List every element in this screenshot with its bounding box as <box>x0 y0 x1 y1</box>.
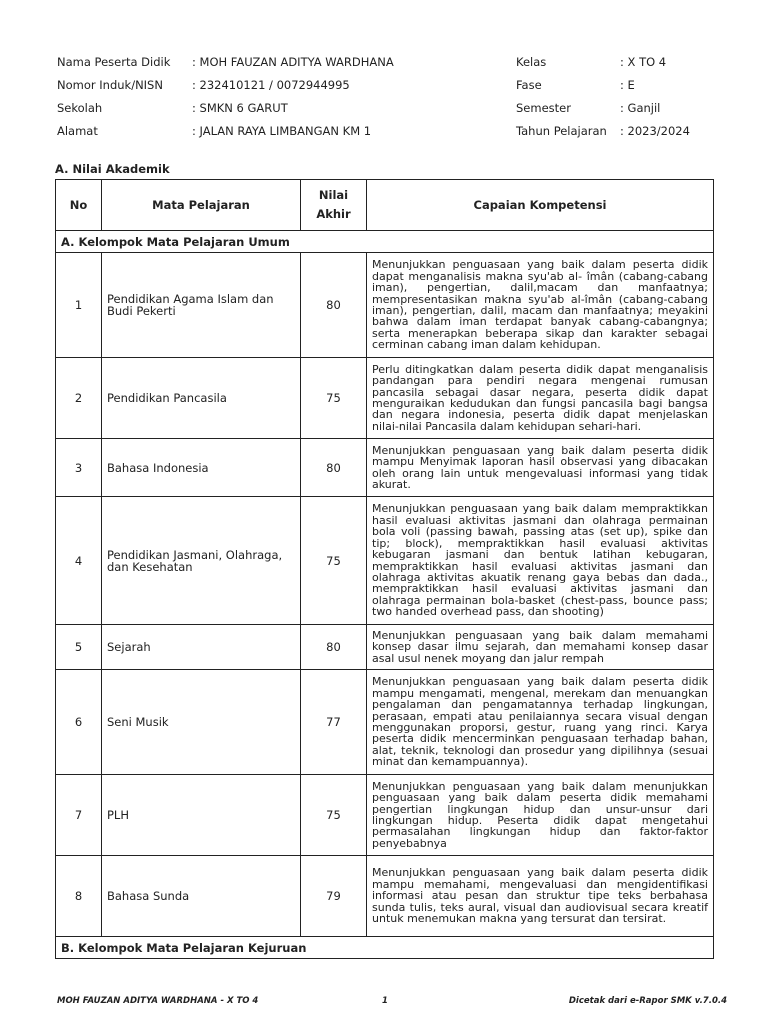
table-row <box>56 497 714 625</box>
value-phase: : E <box>620 78 635 92</box>
group-header-row <box>56 937 714 959</box>
group-b-label: B. Kelompok Mata Pelajaran Kejuruan <box>56 937 714 959</box>
table-row <box>56 775 714 856</box>
row-subject: PLH <box>102 775 301 856</box>
table-row <box>56 670 714 775</box>
table-row <box>56 856 714 937</box>
header-competency: Capaian Kompetensi <box>367 180 714 231</box>
value-address: : JALAN RAYA LIMBANGAN KM 1 <box>192 124 372 138</box>
grades-table <box>55 179 714 959</box>
value-student-id: : 232410121 / 0072944995 <box>192 78 350 92</box>
label-student-id: Nomor Induk/NISN <box>57 78 163 92</box>
value-semester: : Ganjil <box>620 101 661 115</box>
footer-page-number: 1 <box>382 996 388 1006</box>
row-score: 75 <box>301 358 367 439</box>
label-academic-year: Tahun Pelajaran <box>516 124 607 138</box>
label-school: Sekolah <box>57 101 103 115</box>
value-school: : SMKN 6 GARUT <box>192 101 288 115</box>
row-no: 7 <box>56 775 102 856</box>
row-subject: Sejarah <box>102 625 301 670</box>
label-class: Kelas <box>516 55 547 69</box>
identity-row <box>57 124 717 147</box>
group-a-label: A. Kelompok Mata Pelajaran Umum <box>56 231 714 253</box>
row-subject: Bahasa Indonesia <box>102 439 301 497</box>
header-score-label: Nilai Akhir <box>316 188 351 221</box>
header-no: No <box>56 180 102 231</box>
page-footer <box>57 996 727 1010</box>
label-phase: Fase <box>516 78 542 92</box>
section-title: A. Nilai Akademik <box>55 162 170 176</box>
label-address: Alamat <box>57 124 98 138</box>
value-academic-year: : 2023/2024 <box>620 124 690 138</box>
value-class: : X TO 4 <box>620 55 667 69</box>
row-subject: Pendidikan Jasmani, Olahraga, dan Kesehatan <box>102 497 301 625</box>
table-row <box>56 439 714 497</box>
header-subject: Mata Pelajaran <box>102 180 301 231</box>
row-competency: Menunjukkan penguasaan yang baik dalam memahami konsep dasar ilmu sejarah, dan memahami konsep dasar asal usul nenek moyang dan jalur rempah <box>367 625 714 670</box>
student-identity <box>57 55 717 147</box>
row-no: 3 <box>56 439 102 497</box>
row-competency: Menunjukkan penguasaan yang baik dalam menunjukkan penguasaan yang baik dalam peserta didik memahami pengertian lingkungan hidup dan unsur-unsur dari lingkungan hidup. Peserta didik dapat mengetahui permasalahan lingkungan hidup dan faktor-faktor penyebabnya <box>367 775 714 856</box>
row-no: 5 <box>56 625 102 670</box>
row-competency: Menunjukkan penguasaan yang baik dalam peserta didik mampu memahami, mengevaluasi dan mengidentifikasi informasi atau pesan dan struktur tipe teks berbahasa sunda tulis, teks aural, visual dan audiovisual secara kreatif untuk menemukan makna yang tersurat dan tersirat. <box>367 856 714 937</box>
row-competency: Menunjukkan penguasaan yang baik dalam mempraktikkan hasil evaluasi aktivitas jasmani dan olahraga permainan bola voli (passing bawah, passing atas (set up), spike dan tip; block), mempraktikkan hasil evaluasi aktivitas kebugaran jasmani dan bentuk latihan kebugaran, mempraktikkan hasil evaluasi aktivitas jasmani dan olahraga aktivitas akuatik renang gaya bebas dan dada., mempraktikkan hasil evaluasi aktivitas jasmani dan olahraga permainan bola-basket (chest-pass, bounce pass; two handed overhead pass, dan shooting) <box>367 497 714 625</box>
table-row <box>56 358 714 439</box>
table-header-row <box>56 180 714 231</box>
row-subject: Seni Musik <box>102 670 301 775</box>
footer-printed-by: Dicetak dari e-Rapor SMK v.7.0.4 <box>568 996 727 1006</box>
identity-row <box>57 101 717 124</box>
identity-row <box>57 55 717 78</box>
row-subject: Pendidikan Agama Islam dan Budi Pekerti <box>102 253 301 358</box>
group-header-row <box>56 231 714 253</box>
row-no: 8 <box>56 856 102 937</box>
row-competency: Menunjukkan penguasaan yang baik dalam peserta didik mampu Menyimak laporan hasil observasi yang dibacakan oleh orang lain untuk mengevaluasi informasi yang tidak akurat. <box>367 439 714 497</box>
row-competency: Menunjukkan penguasaan yang baik dalam peserta didik mampu mengamati, mengenal, merekam dan menuangkan pengalaman dan pengamatannya terhadap lingkungan, perasaan, empati atau penilaiannya secara visual dengan menggunakan proporsi, gestur, ruang yang rinci. Karya peserta didik mencerminkan penguasaan terhadap bahan, alat, teknik, teknologi dan prosedur yang dipilihnya (sesuai minat dan kemampuannya). <box>367 670 714 775</box>
header-score <box>301 180 367 231</box>
table-row <box>56 253 714 358</box>
row-score: 80 <box>301 253 367 358</box>
row-subject: Pendidikan Pancasila <box>102 358 301 439</box>
label-student-name: Nama Peserta Didik <box>57 55 171 69</box>
row-no: 1 <box>56 253 102 358</box>
identity-row <box>57 78 717 101</box>
row-no: 6 <box>56 670 102 775</box>
row-no: 2 <box>56 358 102 439</box>
table-row <box>56 625 714 670</box>
row-score: 80 <box>301 439 367 497</box>
row-score: 75 <box>301 497 367 625</box>
row-score: 75 <box>301 775 367 856</box>
label-semester: Semester <box>516 101 571 115</box>
row-competency: Perlu ditingkatkan dalam peserta didik dapat menganalisis pandangan para pendiri negara mengenai rumusan pancasila sebagai dasar negara, peserta didik dapat menguraikan kedudukan dan fungsi pancasila bagi bangsa dan negara indonesia, peserta didik dapat menjelaskan nilai-nilai Pancasila dalam kehidupan sehari-hari. <box>367 358 714 439</box>
row-score: 79 <box>301 856 367 937</box>
row-subject: Bahasa Sunda <box>102 856 301 937</box>
footer-student: MOH FAUZAN ADITYA WARDHANA - X TO 4 <box>57 996 259 1006</box>
row-competency: Menunjukkan penguasaan yang baik dalam peserta didik dapat menganalisis makna syu'ab al- îmân (cabang-cabang iman), pengertian, dalil,macam dan manfaatnya; mempresentasikan makna syu'ab al-îmân (cabang-cabang iman), pengertian, dalil, macam dan manfaatnya; meyakini bahwa dalam iman terdapat banyak cabang-cabangnya; serta menerapkan beberapa sikap dan karakter sebagai cerminan cabang iman dalam kehidupan. <box>367 253 714 358</box>
row-no: 4 <box>56 497 102 625</box>
row-score: 80 <box>301 625 367 670</box>
value-student-name: : MOH FAUZAN ADITYA WARDHANA <box>192 55 394 69</box>
row-score: 77 <box>301 670 367 775</box>
